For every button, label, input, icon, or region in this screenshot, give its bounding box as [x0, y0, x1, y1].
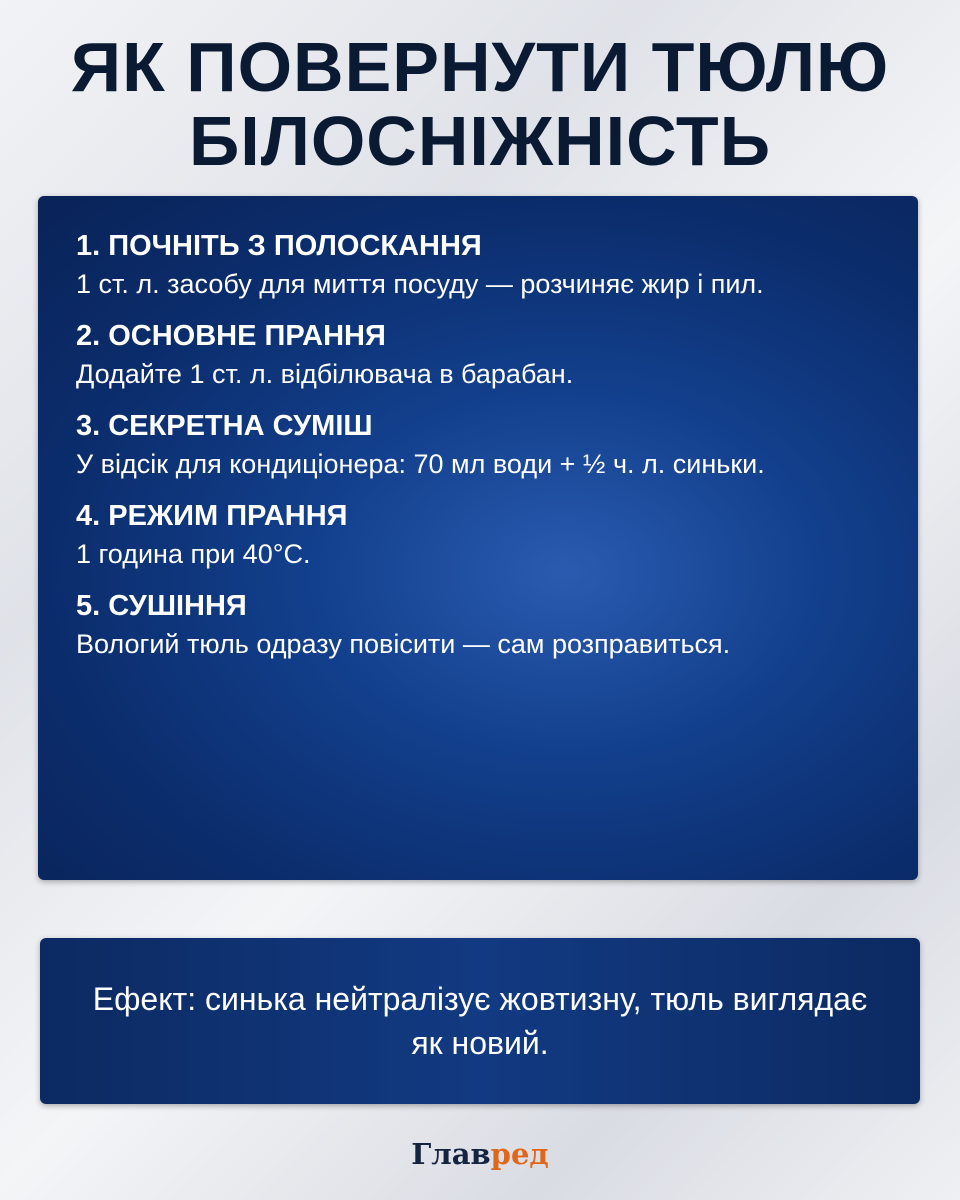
step-2 [76, 318, 880, 394]
step-heading: 5. СУШІННЯ [76, 590, 247, 622]
step-heading: 1. ПОЧНІТЬ З ПОЛОСКАННЯ [76, 230, 482, 262]
step-4 [76, 498, 880, 574]
logo-part-1: Глав [411, 1137, 491, 1171]
step-heading: 4. РЕЖИМ ПРАННЯ [76, 500, 348, 532]
step-heading: 2. ОСНОВНЕ ПРАННЯ [76, 320, 386, 352]
glavred-logo [0, 1137, 960, 1171]
effect-box [40, 938, 920, 1104]
step-5 [76, 588, 880, 664]
step-text: Вологий тюль одразу повісити — сам розправиться. [76, 629, 731, 659]
steps-panel [38, 196, 918, 880]
effect-text: Ефект: синька нейтралізує жовтизну, тюль виглядає як новий. [92, 981, 868, 1061]
step-text: Додайте 1 ст. л. відбілювача в барабан. [76, 359, 574, 389]
title-line-1: ЯК ПОВЕРНУТИ ТЮЛЮ [70, 28, 890, 106]
step-heading: 3. СЕКРЕТНА СУМІШ [76, 410, 373, 442]
step-text: 1 година при 40°C. [76, 539, 311, 569]
step-1 [76, 228, 880, 304]
page-title [0, 30, 960, 178]
title-line-2: БІЛОСНІЖНІСТЬ [188, 102, 772, 180]
step-text: 1 ст. л. засобу для миття посуду — розчиняє жир і пил. [76, 269, 764, 299]
step-3 [76, 408, 880, 484]
logo-part-2: ред [490, 1137, 549, 1171]
step-text: У відсік для кондиціонера: 70 мл води + ½ ч. л. синьки. [76, 449, 765, 479]
